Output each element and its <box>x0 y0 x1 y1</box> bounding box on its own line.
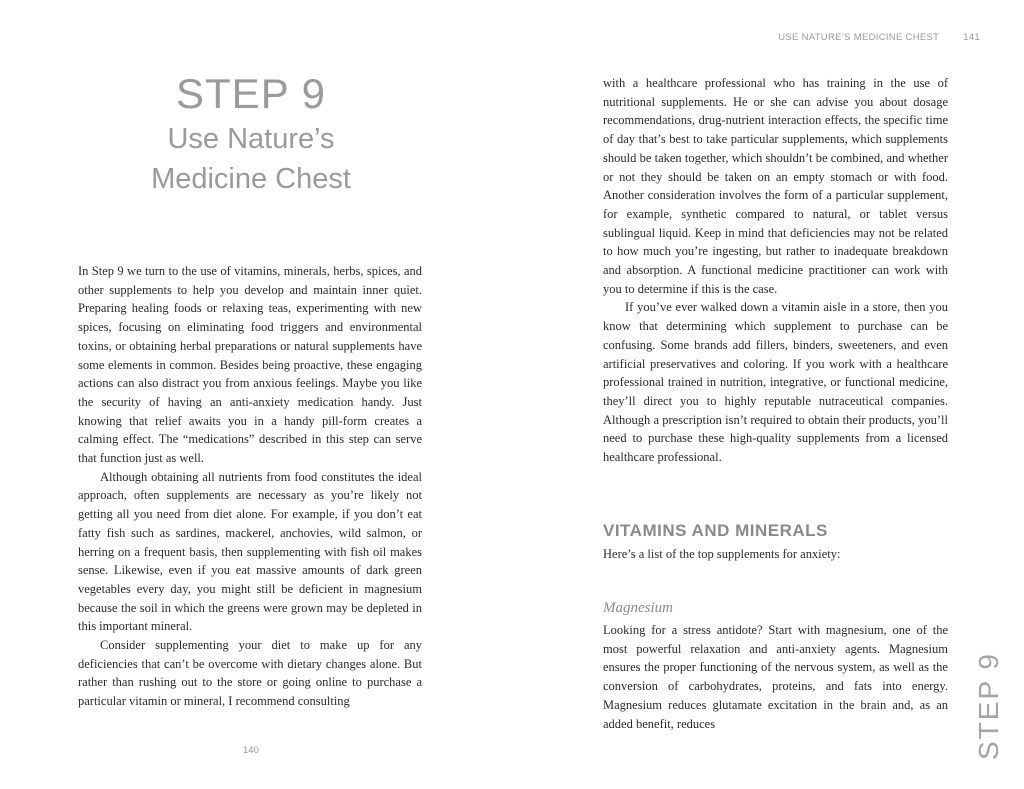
running-header-title: USE NATURE’S MEDICINE CHEST <box>778 32 940 43</box>
section-heading: VITAMINS AND MINERALS <box>603 521 828 540</box>
section-intro: Here’s a list of the top supplements for anxiety: <box>603 547 841 561</box>
paragraph: In Step 9 we turn to the use of vitamins, minerals, herbs, spices, and other supplements to help you develop and maintain inner quiet. Preparing healing foods or relaxing teas, experimenting with new spices, focusing on eliminating food triggers and environmental toxins, or obtaining herbal preparations or natural supplements have some elements in common. Besides being proactive, these engaging actions can also distract you from anxious feelings. Maybe you like the security of having an anti-anxiety medication handy. Just knowing that relief awaits you in a handy pill-form creates a calming effect. The “medications” described in this step can serve that function just as well. <box>78 264 422 466</box>
step-label: STEP 9 <box>176 70 326 117</box>
chapter-title-line2: Medicine Chest <box>151 163 351 195</box>
paragraph: If you’ve ever walked down a vitamin aisle in a store, then you know that determining which supplement to purchase can be confusing. Some brands add fillers, binders, sweeteners, and even artificial preservatives and coloring. If you work with a healthcare professional trained in nutrition, integrative, or functional medicine, they’ll direct you to highly reputable nutraceutical companies. Although a prescription isn’t required to obtain their products, you’ll need to purchase these high-quality supplements from a licensed healthcare professional. <box>603 300 948 465</box>
paragraph: Looking for a stress antidote? Start with magnesium, one of the most powerful relaxation and anti-anxiety agents. Magnesium ensures the proper functioning of the nervous system, as well as the conversion of carbohydrates, proteins, and fats into energy. Magnesium reduces glutamate excitation in the brain and, as an added benefit, reduces <box>603 623 948 731</box>
right-body <box>603 74 948 467</box>
left-body <box>78 262 422 711</box>
sub-heading: Magnesium <box>603 600 673 616</box>
paragraph: Consider supplementing your diet to make up for any deficiencies that can’t be overcome with dietary changes alone. But rather than rushing out to the store or going online to purchase a particular vitamin or mineral, I recommend consulting <box>78 638 422 709</box>
paragraph: Although obtaining all nutrients from food constitutes the ideal approach, often supplements are necessary as you’re likely not getting all you need from diet alone. For example, if you don’t eat fatty fish such as sardines, mackerel, anchovies, wild salmon, or herring on a frequent basis, then supplementing with fish oil makes sense. Likewise, even if you eat massive amounts of dark green vegetables every day, you might still be deficient in magnesium because the soil in which the greens were grown may be depleted in this important mineral. <box>78 469 422 634</box>
chapter-heading <box>78 70 424 198</box>
right-page-number: 141 <box>963 32 980 43</box>
side-tab-label: STEP 9 <box>973 651 1004 760</box>
paragraph: with a healthcare professional who has training in the use of nutritional supplements. He or she can advise you about dosage recommendations, drug-nutrient interaction effects, the specific time of day that’s best to take particular supplements, which supplements should be taken together, which shouldn’t be combined, and whether or not they should be taken on an empty stomach or with food. Another consideration involves the form of a particular supplement, for example, synthetic compared to natural, or tablet versus sublingual liquid. Keep in mind that deficiencies may not be related to how much you’re ingesting, but rather to inadequate breakdown and absorption. A functional medicine practitioner can work with you to determine if this is the case. <box>603 76 948 296</box>
left-page-number: 140 <box>243 745 259 756</box>
running-header <box>778 32 980 43</box>
side-tab <box>965 648 1013 763</box>
chapter-title-line1: Use Nature’s <box>167 123 335 155</box>
